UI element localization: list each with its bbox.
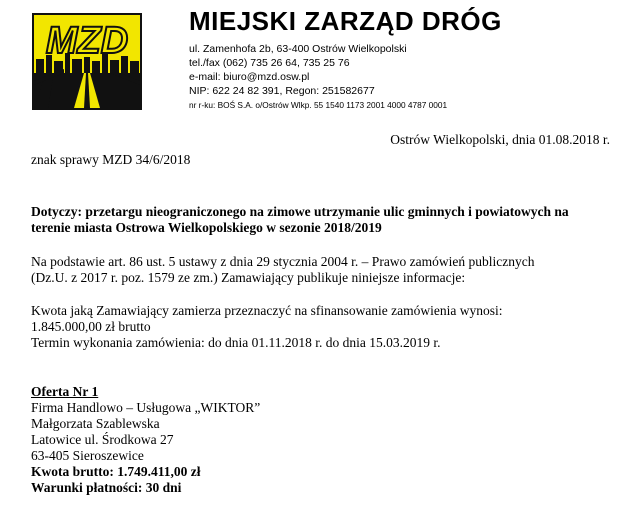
budget-amount: 1.845.000,00 zł brutto [31, 319, 151, 334]
org-bank-account: nr r-ku: BOŚ S.A. o/Ostrów Wlkp. 55 1540 1173 2001 4000 4787 0001 [189, 100, 448, 110]
letter-date: Ostrów Wielkopolski, dnia 01.08.2018 r. [390, 132, 610, 147]
offer-city: 63-405 Sieroszewice [31, 448, 144, 463]
offer-payment-terms: Warunki płatności: 30 dni [31, 480, 182, 495]
org-email: e-mail: biuro@mzd.osw.pl [189, 71, 310, 83]
org-phone: tel./fax (062) 735 26 64, 735 25 76 [189, 57, 350, 69]
execution-deadline: Termin wykonania zamówienia: do dnia 01.11.2018 r. do dnia 15.03.2019 r. [31, 335, 441, 350]
offer-person: Małgorzata Szablewska [31, 416, 160, 431]
road-logo-graphic [34, 15, 140, 108]
legal-basis-line-2: (Dz.U. z 2017 r. poz. 1579 ze zm.) Zamawiający publikuje niniejsze informacje: [31, 270, 466, 285]
logo-text: MZD [45, 20, 129, 62]
org-address: ul. Zamenhofa 2b, 63-400 Ostrów Wielkopolski [189, 43, 407, 55]
mzd-logo [32, 13, 142, 110]
offer-heading: Oferta Nr 1 [31, 384, 99, 399]
budget-line-1: Kwota jaką Zamawiający zamierza przeznaczyć na sfinansowanie zamówienia wynosi: [31, 303, 503, 318]
subject-line-1: Dotyczy: przetargu nieograniczonego na zimowe utrzymanie ulic gminnych i powiatowych na [31, 204, 569, 219]
subject-line-2: terenie miasta Ostrowa Wielkopolskiego w sezonie 2018/2019 [31, 220, 382, 235]
org-ids: NIP: 622 24 82 391, Regon: 251582677 [189, 85, 375, 97]
offer-gross-amount: Kwota brutto: 1.749.411,00 zł [31, 464, 201, 479]
organization-title: MIEJSKI ZARZĄD DRÓG [189, 6, 502, 36]
offer-company: Firma Handlowo – Usługowa „WIKTOR” [31, 400, 261, 415]
offer-street: Latowice ul. Środkowa 27 [31, 432, 174, 447]
case-reference: znak sprawy MZD 34/6/2018 [31, 152, 191, 167]
legal-basis-line-1: Na podstawie art. 86 ust. 5 ustawy z dnia 29 stycznia 2004 r. – Prawo zamówień publicznych [31, 254, 535, 269]
